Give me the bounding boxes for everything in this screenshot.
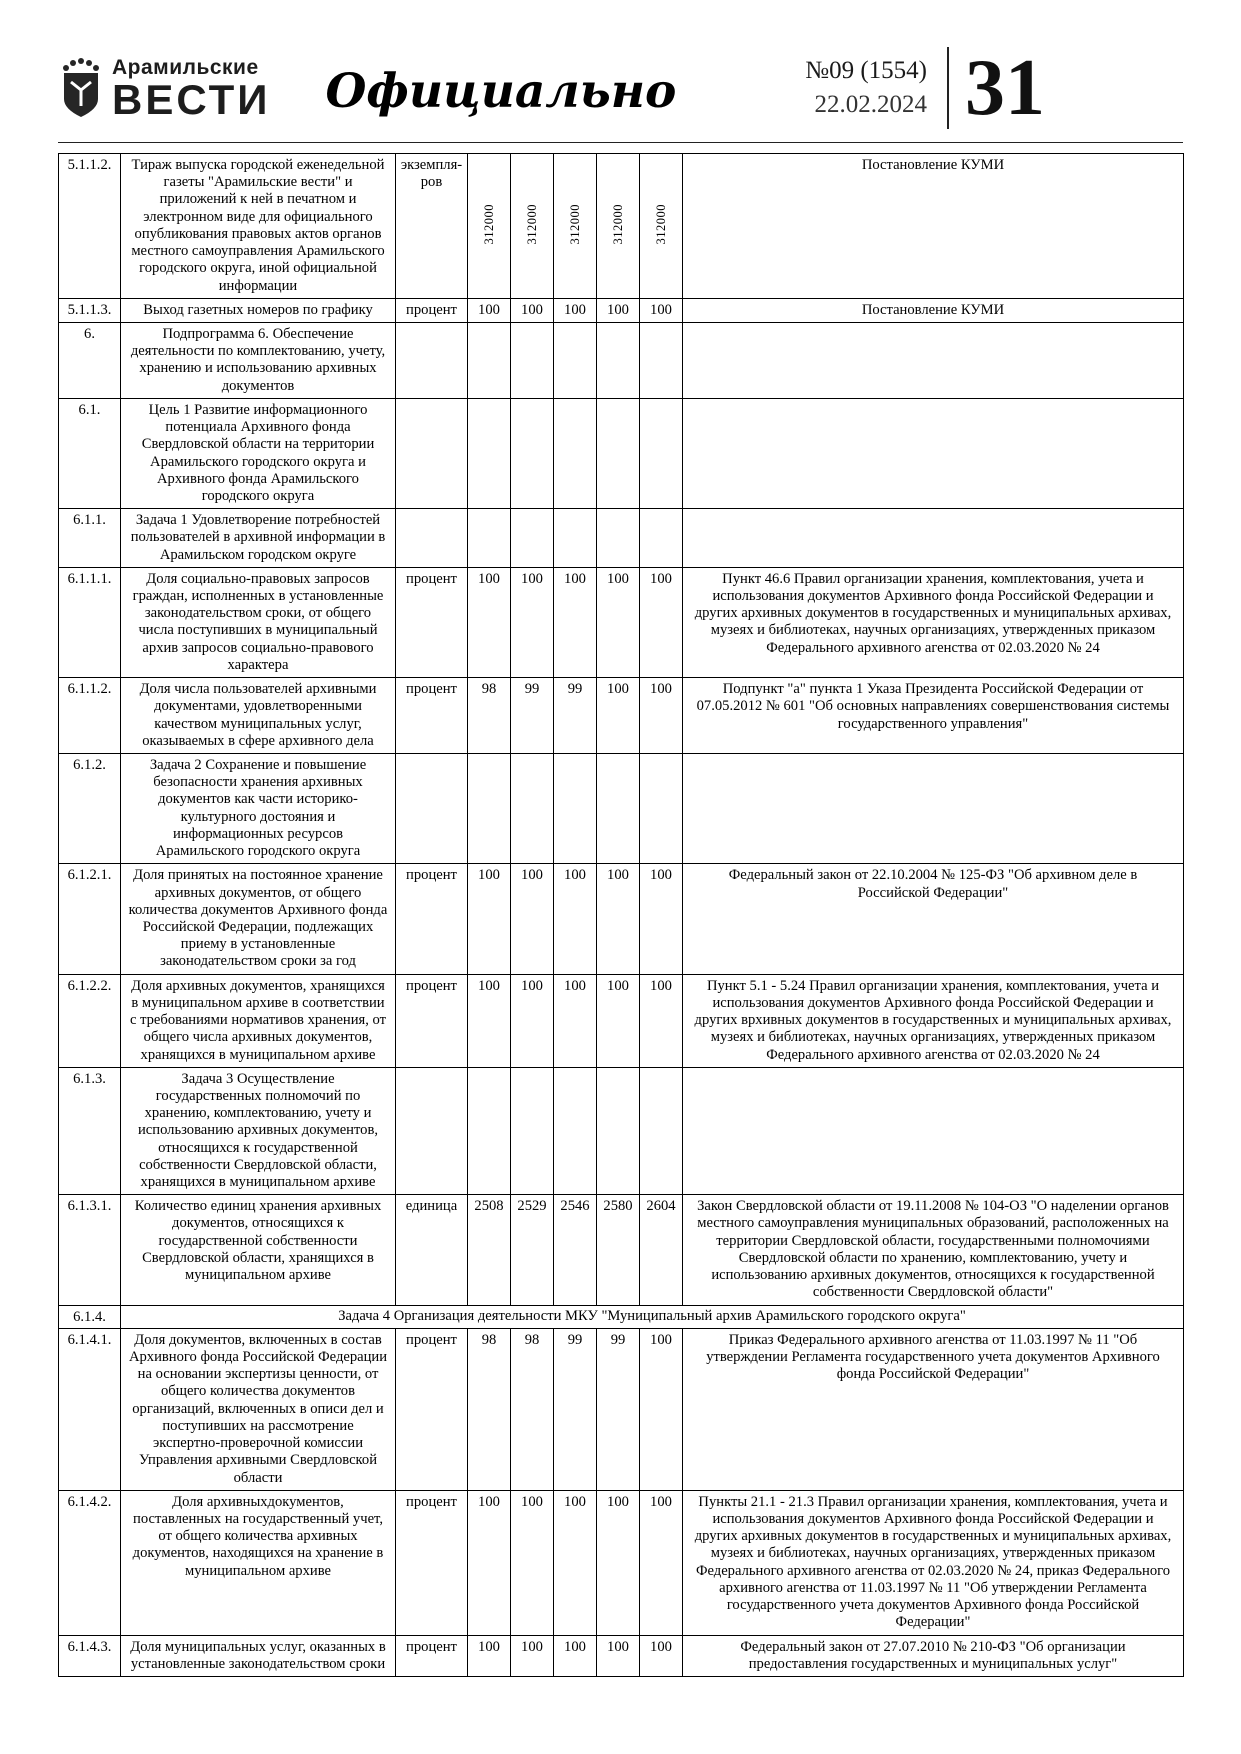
issue-date: 22.02.2024 — [814, 91, 927, 118]
row-description: Доля муниципальных услуг, оказанных в установленные законодательством сроки — [121, 1635, 396, 1676]
row-basis: Федеральный закон от 22.10.2004 № 125-ФЗ "Об архивном деле в Российской Федерации" — [683, 864, 1184, 974]
row-number: 6.1. — [59, 398, 121, 508]
row-value: 2580 — [597, 1195, 640, 1305]
row-number: 6.1.1.2. — [59, 678, 121, 754]
table-row — [59, 1490, 1184, 1635]
row-value — [468, 398, 511, 508]
row-number: 6.1.4.2. — [59, 1490, 121, 1635]
table-row — [59, 154, 1184, 299]
row-value: 100 — [554, 1490, 597, 1635]
row-value: 99 — [511, 678, 554, 754]
row-value: 100 — [511, 298, 554, 322]
row-unit: процент — [396, 567, 468, 677]
row-basis: Подпункт "а" пункта 1 Указа Президента Российской Федерации от 07.05.2012 № 601 "Об основных направлениях совершенствования системы государственного управления" — [683, 678, 1184, 754]
vertical-value: 312000 — [481, 203, 496, 245]
row-value — [554, 322, 597, 398]
row-description: Доля социально-правовых запросов граждан, исполненных в установленные законодательством сроки, от общего числа поступивших в муниципальный архив запросов социально-правового характера — [121, 567, 396, 677]
row-value: 2508 — [468, 1195, 511, 1305]
row-value: 100 — [640, 678, 683, 754]
row-description: Доля архивныхдокументов, поставленных на государственный учет, от общего количества архивных документов, находящихся на хранение в муниципальном архиве — [121, 1490, 396, 1635]
row-basis: Постановление КУМИ — [683, 154, 1184, 299]
row-value — [640, 398, 683, 508]
row-number: 5.1.1.3. — [59, 298, 121, 322]
row-value — [640, 509, 683, 568]
row-unit: процент — [396, 974, 468, 1067]
row-value — [511, 398, 554, 508]
table-row — [59, 974, 1184, 1067]
row-unit — [396, 509, 468, 568]
row-basis — [683, 398, 1184, 508]
row-unit: процент — [396, 1490, 468, 1635]
row-value: 100 — [640, 1490, 683, 1635]
row-value — [511, 154, 554, 299]
row-value: 100 — [597, 974, 640, 1067]
row-description: Задача 2 Сохранение и повышение безопасности хранения архивных документов как части историко-культурного достояния и информационных ресурсов Арамильского городского округа — [121, 754, 396, 864]
row-value: 100 — [554, 864, 597, 974]
row-value — [468, 754, 511, 864]
row-value — [640, 1067, 683, 1195]
header-rule — [58, 142, 1183, 143]
row-basis — [683, 322, 1184, 398]
page-number: 31 — [965, 44, 1045, 132]
row-value: 98 — [468, 678, 511, 754]
row-value: 2529 — [511, 1195, 554, 1305]
row-value: 100 — [640, 1328, 683, 1490]
row-description: Задача 1 Удовлетворение потребностей пользователей в архивной информации в Арамильском городском округе — [121, 509, 396, 568]
row-number: 6.1.1.1. — [59, 567, 121, 677]
logo-text — [112, 56, 271, 124]
row-value: 99 — [554, 1328, 597, 1490]
row-value: 100 — [511, 567, 554, 677]
row-basis — [683, 509, 1184, 568]
row-value — [554, 509, 597, 568]
row-value: 100 — [468, 864, 511, 974]
row-value — [554, 154, 597, 299]
row-value — [511, 754, 554, 864]
row-basis: Федеральный закон от 27.07.2010 № 210-ФЗ "Об организации предоставления государственных и муниципальных услуг" — [683, 1635, 1184, 1676]
row-value — [640, 154, 683, 299]
row-value: 100 — [597, 1635, 640, 1676]
row-value: 100 — [597, 678, 640, 754]
row-value — [554, 754, 597, 864]
row-value: 100 — [468, 1635, 511, 1676]
table-row — [59, 509, 1184, 568]
row-value: 100 — [511, 864, 554, 974]
row-description: Цель 1 Развитие информационного потенциала Архивного фонда Свердловской области на территории Арамильского городского округа и Архивного фонда Арамильского городского округа — [121, 398, 396, 508]
row-value: 100 — [640, 567, 683, 677]
indicator-table — [58, 153, 1184, 1677]
table-row — [59, 1328, 1184, 1490]
row-basis: Приказ Федерального архивного агенства от 11.03.1997 № 11 "Об утверждении Регламента государственного учета документов Архивного фонда Российской Федерации" — [683, 1328, 1184, 1490]
row-value: 100 — [597, 864, 640, 974]
row-value — [554, 398, 597, 508]
row-value: 100 — [511, 1635, 554, 1676]
row-value: 98 — [468, 1328, 511, 1490]
vertical-value: 312000 — [610, 203, 625, 245]
row-unit: процент — [396, 678, 468, 754]
table-row — [59, 1635, 1184, 1676]
row-value — [511, 509, 554, 568]
city-crest-icon — [58, 57, 104, 119]
row-value: 100 — [511, 1490, 554, 1635]
table-row — [59, 754, 1184, 864]
row-value: 100 — [640, 1635, 683, 1676]
vertical-value: 312000 — [653, 203, 668, 245]
row-value — [640, 322, 683, 398]
row-value — [468, 509, 511, 568]
table-row — [59, 1195, 1184, 1305]
row-unit: процент — [396, 864, 468, 974]
row-value — [468, 322, 511, 398]
row-basis: Пункты 21.1 - 21.3 Правил организации хранения, комплектования, учета и использования документов Архивного фонда Российской Федерации и других архивных документов в государственных и муниципальных архивах, музеях и библиотеках, научных организациях, утвержденных приказом Федерального архивного агенства от 02.03.2020 № 24, приказ Федерального архивного агенства от 11.03.1997 № 11 "Об утверждении Регламента государственного учета документов Архивного фонда Российской Федерации" — [683, 1490, 1184, 1635]
row-value — [554, 1067, 597, 1195]
row-value: 100 — [640, 974, 683, 1067]
issue-number: №09 (1554) — [805, 57, 927, 85]
row-value: 100 — [554, 567, 597, 677]
table-row — [59, 1067, 1184, 1195]
row-unit: процент — [396, 1635, 468, 1676]
table-row — [59, 398, 1184, 508]
row-value: 100 — [468, 567, 511, 677]
row-number: 6.1.4.3. — [59, 1635, 121, 1676]
vertical-value: 312000 — [524, 203, 539, 245]
logo-city-name: Арамильские — [112, 56, 259, 80]
row-basis: Закон Свердловской области от 19.11.2008 № 104-ОЗ "О наделении органов местного самоуправления муниципальных образований, расположенных на территории Свердловской области, государственными полномочиями Свердловской области по хранению, комплектованию, учету и использованию архивных документов, относящихся к государственной собственности Свердловской области" — [683, 1195, 1184, 1305]
table-row — [59, 567, 1184, 677]
row-value: 100 — [468, 974, 511, 1067]
indicator-table-body — [59, 154, 1184, 1677]
row-number: 6.1.2. — [59, 754, 121, 864]
row-number: 6. — [59, 322, 121, 398]
row-value: 100 — [468, 1490, 511, 1635]
row-number: 6.1.3. — [59, 1067, 121, 1195]
row-value: 100 — [597, 567, 640, 677]
row-value — [468, 1067, 511, 1195]
row-value: 100 — [640, 298, 683, 322]
table-row — [59, 864, 1184, 974]
row-unit — [396, 754, 468, 864]
row-description: Доля документов, включенных в состав Архивного фонда Российской Федерации на основании экспертизы ценности, от общего количества документов организаций, включенных в описи дел и поступивших на рассмотрение экспертно-проверочной комиссии Управления архивными Свердловской области — [121, 1328, 396, 1490]
row-number: 6.1.1. — [59, 509, 121, 568]
row-description: Тираж выпуска городской еженедельной газеты "Арамильские вести" и приложений к ней в печатном и электронном виде для официального опубликования правовых актов органов местного самоуправления Арамильского городского округа, иной официальной информации — [121, 154, 396, 299]
row-value: 2546 — [554, 1195, 597, 1305]
row-value: 100 — [554, 1635, 597, 1676]
row-value — [640, 754, 683, 864]
row-number: 5.1.1.2. — [59, 154, 121, 299]
row-value: 100 — [554, 974, 597, 1067]
table-row — [59, 1305, 1184, 1328]
row-value: 100 — [640, 864, 683, 974]
row-value — [597, 509, 640, 568]
row-unit: единица — [396, 1195, 468, 1305]
page-header — [58, 42, 1183, 134]
row-unit: экземпля-ров — [396, 154, 468, 299]
row-value — [468, 154, 511, 299]
table-row — [59, 322, 1184, 398]
row-basis: Пункт 46.6 Правил организации хранения, комплектования, учета и использования документов Архивного фонда Российской Федерации и других архивных документов в государственных и муниципальных архивах, музеях и библиотеках, научных организациях, утвержденных приказом Федерального архивного агенства от 02.03.2020 № 24 — [683, 567, 1184, 677]
row-value — [597, 398, 640, 508]
row-description: Количество единиц хранения архивных документов, относящихся к государственной собственности Свердловской области, хранящихся в муниципальном архиве — [121, 1195, 396, 1305]
row-number: 6.1.2.2. — [59, 974, 121, 1067]
row-value — [597, 154, 640, 299]
row-description: Доля принятых на постоянное хранение архивных документов, от общего количества документов Архивного фонда Российской Федерации, подлежащих приему в установленные законодательством сроки за год — [121, 864, 396, 974]
row-unit — [396, 398, 468, 508]
row-value — [597, 754, 640, 864]
row-unit: процент — [396, 1328, 468, 1490]
row-value: 100 — [468, 298, 511, 322]
row-value: 100 — [554, 298, 597, 322]
row-description: Задача 4 Организация деятельности МКУ "Муниципальный архив Арамильского городского округа" — [121, 1305, 1184, 1328]
row-unit — [396, 1067, 468, 1195]
row-value: 99 — [554, 678, 597, 754]
row-basis: Пункт 5.1 - 5.24 Правил организации хранения, комплектования, учета и использования документов Архивного фонда Российской Федерации и других врхивных документов в государственных и муниципальных архивах, музеях и библиотеках, научных организациях, утвержденных приказом Федерального архивного агенства от 02.03.2020 № 24 — [683, 974, 1184, 1067]
row-description: Доля числа пользователей архивными документами, удовлетворенными качеством муниципальных услуг, оказываемых в сфере архивного дела — [121, 678, 396, 754]
row-value — [597, 1067, 640, 1195]
vertical-value: 312000 — [567, 203, 582, 245]
row-basis: Постановление КУМИ — [683, 298, 1184, 322]
row-value: 98 — [511, 1328, 554, 1490]
row-number: 6.1.4. — [59, 1305, 121, 1328]
row-description: Задача 3 Осуществление государственных полномочий по хранению, комплектованию, учету и использованию архивных документов, относящихся к государственной собственности Свердловской области, хранящихся в муниципальном архиве — [121, 1067, 396, 1195]
section-title: Официально — [325, 63, 677, 119]
row-number: 6.1.3.1. — [59, 1195, 121, 1305]
row-description: Доля архивных документов, хранящихся в муниципальном архиве в соответствии с требованиями нормативов хранения, от общего числа архивных документов, хранящихся в муниципальном архиве — [121, 974, 396, 1067]
row-basis — [683, 1067, 1184, 1195]
row-number: 6.1.4.1. — [59, 1328, 121, 1490]
header-divider — [947, 47, 949, 129]
row-value: 99 — [597, 1328, 640, 1490]
row-value — [597, 322, 640, 398]
table-row — [59, 298, 1184, 322]
table-row — [59, 678, 1184, 754]
row-value — [511, 1067, 554, 1195]
row-value: 100 — [597, 298, 640, 322]
row-value — [511, 322, 554, 398]
row-value: 100 — [597, 1490, 640, 1635]
row-value: 100 — [511, 974, 554, 1067]
row-description: Выход газетных номеров по графику — [121, 298, 396, 322]
row-number: 6.1.2.1. — [59, 864, 121, 974]
newspaper-logo — [58, 56, 271, 124]
row-basis — [683, 754, 1184, 864]
row-unit: процент — [396, 298, 468, 322]
logo-paper-name: ВЕСТИ — [112, 76, 271, 124]
row-value: 2604 — [640, 1195, 683, 1305]
row-unit — [396, 322, 468, 398]
row-description: Подпрограмма 6. Обеспечение деятельности по комплектованию, учету, хранению и использованию архивных документов — [121, 322, 396, 398]
issue-block — [805, 54, 927, 122]
